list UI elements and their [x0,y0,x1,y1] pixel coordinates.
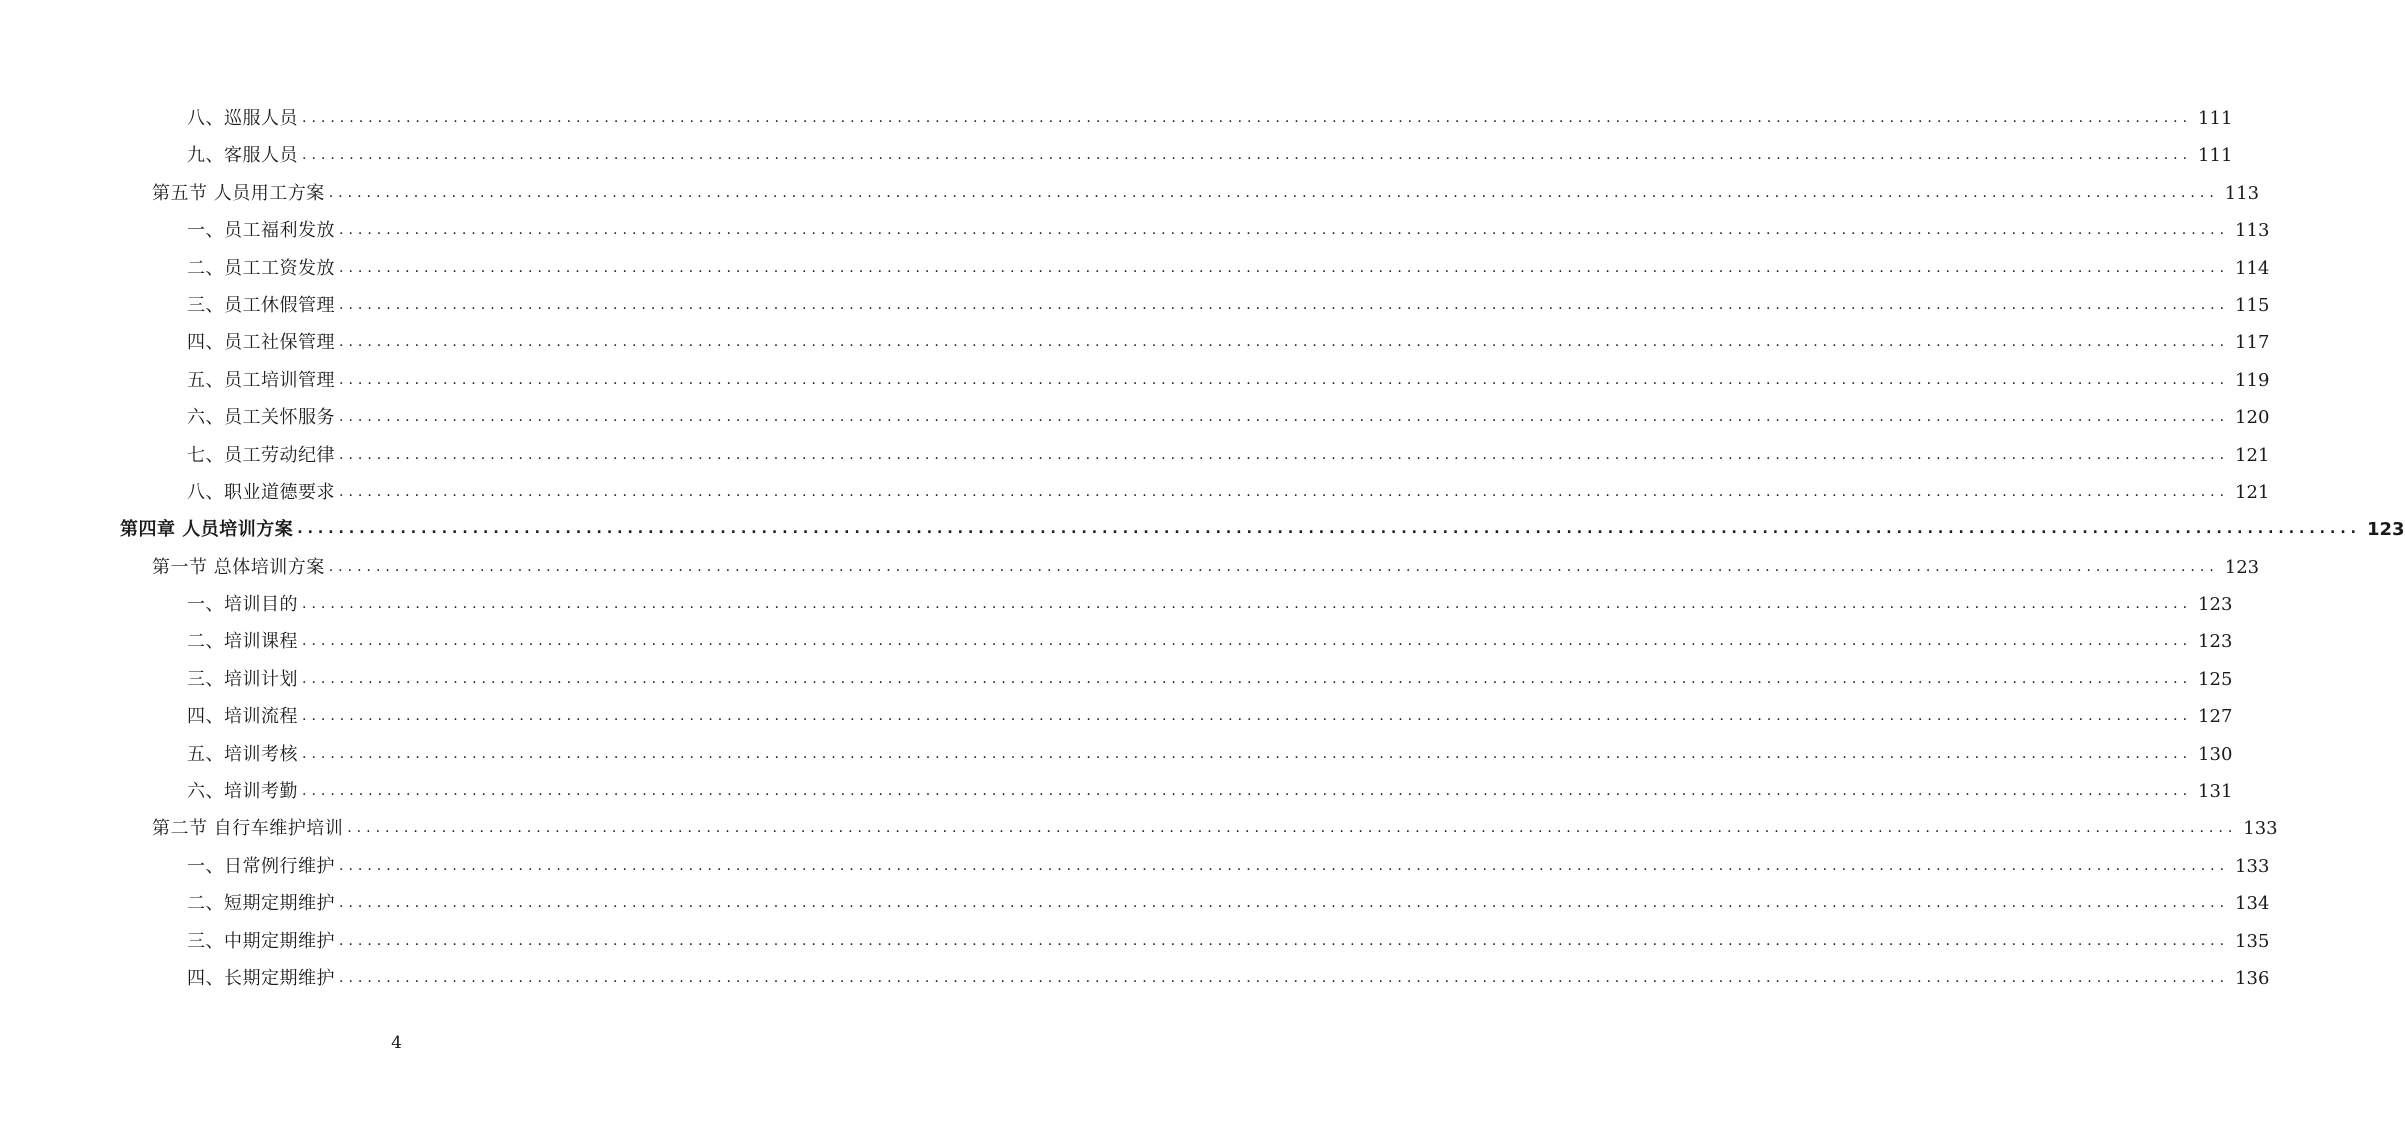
dot-leader: ........................................................................................................................................................................................................ [302,745,2193,762]
dot-leader: ........................................................................................................................................................................................................ [339,932,2230,949]
dot-leader: ........................................................................................................................................................................................................ [302,147,2193,164]
toc-entry[interactable] [0,885,2270,922]
dot-leader: ........................................................................................................................................................................................................ [328,558,2219,575]
toc-entry[interactable] [0,137,2233,174]
toc-entry-title: 第二节 自行车维护培训 [152,818,344,840]
toc-entry[interactable] [0,586,2233,623]
toc-entry[interactable] [0,848,2270,885]
toc-entry[interactable] [0,661,2233,698]
toc-entry-title: 六、培训考勤 [187,781,298,803]
toc-entry-page-number: 123 [2198,594,2233,616]
toc-entry-title: 第五节 人员用工方案 [152,182,325,204]
dot-leader: ........................................................................................................................................................................................................ [339,409,2230,426]
dot-leader: ........................................................................................................................................................................................................ [339,334,2230,351]
toc-entry-title: 四、员工社保管理 [187,332,335,354]
toc-entry-page-number: 114 [2235,257,2270,279]
toc-entry[interactable] [0,923,2270,960]
toc-entry-title: 一、培训目的 [187,594,298,616]
dot-leader: ........................................................................................................................................................................................................ [302,596,2193,613]
toc-entry[interactable] [0,810,2278,847]
toc-entry-title: 五、培训考核 [187,743,298,765]
dot-leader: ........................................................................................................................................................................................................ [339,483,2230,500]
toc-entry[interactable] [0,250,2270,287]
dot-leader: ........................................................................................................................................................................................................ [339,371,2230,388]
toc-entry[interactable] [0,362,2270,399]
dot-leader: ........................................................................................................................................................................................................ [328,184,2219,201]
toc-entry-title: 九、客服人员 [187,145,298,167]
toc-entry[interactable] [0,474,2270,511]
dot-leader: ........................................................................................................................................................................................................ [339,296,2230,313]
toc-entry-title: 四、培训流程 [187,706,298,728]
toc-entry-page-number: 131 [2198,781,2233,803]
toc-entry-title: 二、短期定期维护 [187,893,335,915]
toc-entry-page-number: 123 [2198,631,2233,653]
toc-entry-page-number: 119 [2235,369,2270,391]
dot-leader: ........................................................................................................................................................................................................ [302,110,2193,126]
toc-entry-title: 六、员工关怀服务 [187,407,335,429]
toc-entry[interactable] [0,399,2270,436]
toc-entry-page-number: 133 [2243,818,2278,840]
toc-entry[interactable] [0,698,2233,735]
toc-entry-page-number: 120 [2235,407,2270,429]
dot-leader: ........................................................................................................................................................................................................ [339,446,2230,463]
toc-entry[interactable] [0,437,2270,474]
toc-entry-title: 三、培训计划 [187,668,298,690]
dot-leader: ........................................................................................................................................................................................................ [302,708,2193,725]
toc-entry-title: 八、职业道德要求 [187,481,335,503]
toc-entry[interactable] [0,324,2270,361]
dot-leader: ........................................................................................................................................................................................................ [297,521,2361,538]
dot-leader: ........................................................................................................................................................................................................ [302,670,2193,687]
toc-entry-page-number: 136 [2235,967,2270,989]
toc-entry-page-number: 121 [2235,444,2270,466]
toc-entry-title: 七、员工劳动纪律 [187,444,335,466]
dot-leader: ........................................................................................................................................................................................................ [339,222,2230,239]
toc-entry-page-number: 121 [2235,481,2270,503]
table-of-contents [0,100,2405,997]
dot-leader: ........................................................................................................................................................................................................ [302,783,2193,800]
dot-leader: ........................................................................................................................................................................................................ [302,633,2193,650]
toc-entry[interactable] [0,287,2270,324]
toc-entry-page-number: 115 [2235,294,2270,316]
toc-entry-title: 四、长期定期维护 [187,967,335,989]
toc-entry-title: 二、培训课程 [187,631,298,653]
toc-entry-page-number: 123 [2224,556,2260,578]
toc-entry-title: 第一节 总体培训方案 [152,556,325,578]
toc-entry-title: 第四章 人员培训方案 [120,519,294,541]
toc-entry-page-number: 123 [2366,519,2405,541]
dot-leader: ........................................................................................................................................................................................................ [339,857,2230,874]
toc-entry-page-number: 113 [2224,182,2260,204]
toc-entry-page-number: 127 [2198,706,2233,728]
toc-entry-page-number: 130 [2198,743,2233,765]
toc-entry-page-number: 134 [2235,893,2270,915]
toc-entry-title: 二、员工工资发放 [187,257,335,279]
toc-entry-page-number: 111 [2198,145,2233,167]
toc-entry[interactable] [0,549,2260,586]
toc-entry-title: 八、巡服人员 [187,108,298,129]
toc-entry-page-number: 133 [2235,855,2270,877]
dot-leader: ........................................................................................................................................................................................................ [339,895,2230,912]
dot-leader: ........................................................................................................................................................................................................ [339,259,2230,276]
toc-entry-title: 三、员工休假管理 [187,294,335,316]
dot-leader: ........................................................................................................................................................................................................ [339,969,2230,986]
toc-entry-page-number: 125 [2198,668,2233,690]
page-number: 4 [391,1033,402,1053]
toc-entry[interactable] [0,175,2260,212]
toc-entry-page-number: 135 [2235,930,2270,952]
toc-entry[interactable] [0,960,2270,997]
toc-entry-page-number: 111 [2198,108,2233,129]
toc-entry-title: 一、日常例行维护 [187,855,335,877]
toc-entry-title: 五、员工培训管理 [187,369,335,391]
toc-entry-title: 一、员工福利发放 [187,220,335,242]
toc-entry[interactable] [0,623,2233,660]
toc-entry-page-number: 117 [2235,332,2270,354]
toc-entry[interactable] [0,736,2233,773]
toc-entry-page-number: 113 [2235,220,2270,242]
toc-entry[interactable] [0,773,2233,810]
toc-entry[interactable] [0,511,2405,548]
toc-entry-title: 三、中期定期维护 [187,930,335,952]
toc-entry[interactable] [0,212,2270,249]
dot-leader: ........................................................................................................................................................................................................ [347,820,2238,837]
toc-entry[interactable] [0,100,2233,137]
